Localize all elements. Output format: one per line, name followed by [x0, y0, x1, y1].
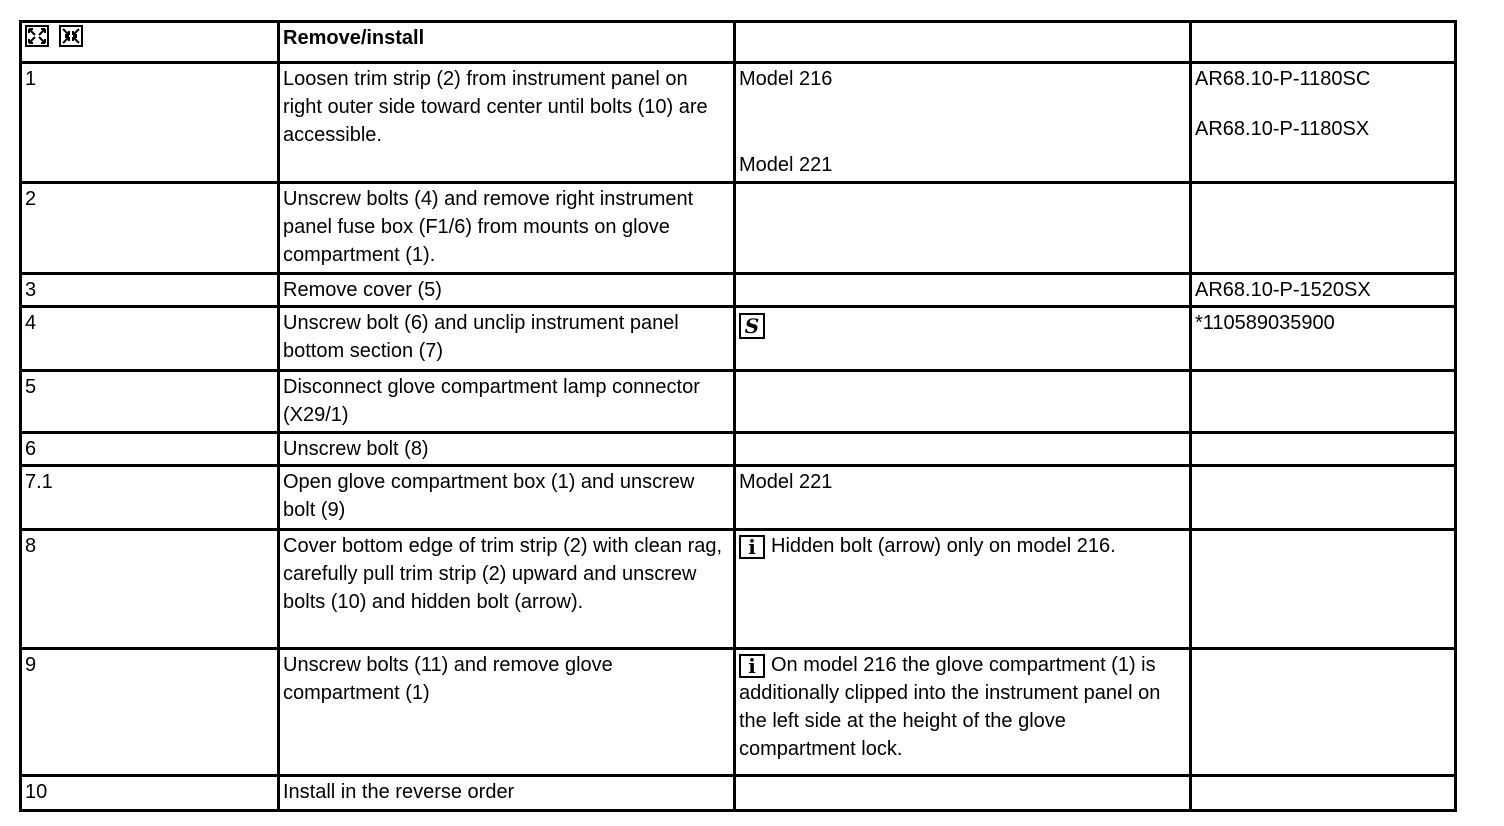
table-row [21, 371, 1456, 433]
step-ref[interactable]: AR68.10-P-1520SX [1191, 274, 1456, 307]
info-note-text: Hidden bolt (arrow) only on model 216. [771, 535, 1116, 557]
table-row [21, 63, 1456, 183]
step-ref [1191, 649, 1456, 776]
step-text: Disconnect glove compartment lamp connector (X29/1) [279, 371, 735, 433]
step-number: 2 [21, 183, 279, 274]
step-ref [1191, 466, 1456, 530]
step-note [735, 776, 1191, 811]
step-note [735, 530, 1191, 649]
table-row [21, 649, 1456, 776]
table-row [21, 466, 1456, 530]
step-number: 7.1 [21, 466, 279, 530]
step-note [735, 63, 1191, 183]
info-icon[interactable]: i [739, 654, 765, 678]
step-text: Install in the reverse order [279, 776, 735, 811]
step-text: Unscrew bolts (4) and remove right instrument panel fuse box (F1/6) from mounts on glove compartment (1). [279, 183, 735, 274]
info-note-text: On model 216 the glove compartment (1) is additionally clipped into the instrument panel on the left side at the height of the glove compartment lock. [739, 654, 1161, 760]
collapse-all-icon[interactable] [59, 25, 83, 47]
step-number: 3 [21, 274, 279, 307]
step-ref [1191, 776, 1456, 811]
step-ref [1191, 530, 1456, 649]
step-text: Unscrew bolt (6) and unclip instrument panel bottom section (7) [279, 307, 735, 371]
table-row [21, 530, 1456, 649]
step-note [735, 274, 1191, 307]
model-note: Model 221 [739, 154, 833, 176]
table-row [21, 433, 1456, 466]
ref-link[interactable]: AR68.10-P-1180SX [1195, 118, 1370, 140]
header-title: Remove/install [279, 22, 735, 63]
model-note: Model 216 [739, 68, 833, 90]
header-icons-cell [21, 22, 279, 63]
step-number: 1 [21, 63, 279, 183]
special-tool-icon[interactable]: S [739, 313, 765, 339]
step-note [735, 371, 1191, 433]
step-text: Remove cover (5) [279, 274, 735, 307]
step-text: Loosen trim strip (2) from instrument panel on right outer side toward center until bolts (10) are accessible. [279, 63, 735, 183]
step-text: Open glove compartment box (1) and unscrew bolt (9) [279, 466, 735, 530]
step-ref[interactable]: *110589035900 [1191, 307, 1456, 371]
step-ref [1191, 183, 1456, 274]
table-row [21, 307, 1456, 371]
procedure-table [19, 20, 1457, 812]
step-number: 10 [21, 776, 279, 811]
info-icon[interactable]: i [739, 535, 765, 559]
step-number: 4 [21, 307, 279, 371]
expand-all-icon[interactable] [25, 25, 49, 47]
step-ref [1191, 63, 1456, 183]
table-row [21, 776, 1456, 811]
header-ref-cell [1191, 22, 1456, 63]
table-row [21, 183, 1456, 274]
table-row [21, 274, 1456, 307]
step-note [735, 649, 1191, 776]
step-ref [1191, 433, 1456, 466]
step-ref [1191, 371, 1456, 433]
step-number: 9 [21, 649, 279, 776]
step-text: Unscrew bolts (11) and remove glove compartment (1) [279, 649, 735, 776]
step-number: 8 [21, 530, 279, 649]
header-row [21, 22, 1456, 63]
step-number: 6 [21, 433, 279, 466]
step-note [735, 183, 1191, 274]
step-note: Model 221 [735, 466, 1191, 530]
step-note [735, 433, 1191, 466]
step-number: 5 [21, 371, 279, 433]
header-note-cell [735, 22, 1191, 63]
step-note [735, 307, 1191, 371]
step-text: Cover bottom edge of trim strip (2) with clean rag, carefully pull trim strip (2) upward and unscrew bolts (10) and hidden bolt (arrow). [279, 530, 735, 649]
ref-link[interactable]: AR68.10-P-1180SC [1195, 68, 1371, 90]
step-text: Unscrew bolt (8) [279, 433, 735, 466]
